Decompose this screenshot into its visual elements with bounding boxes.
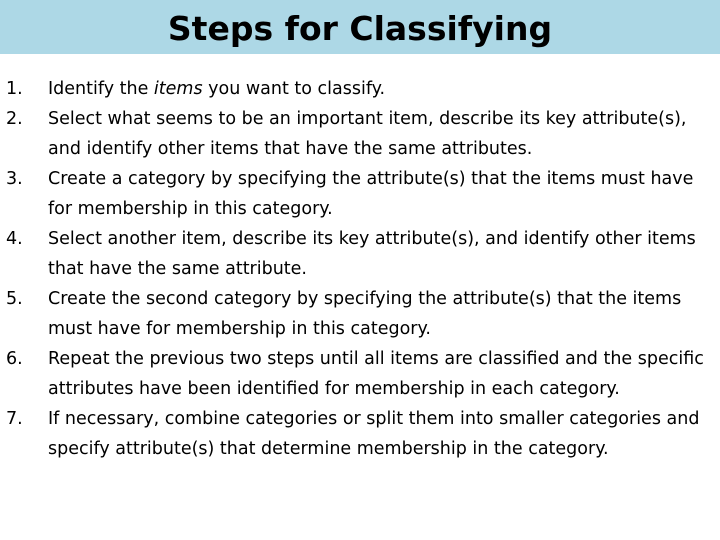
step-text-part: you want to classify. (202, 79, 386, 99)
step-number: 1. (6, 79, 23, 99)
step-item-5 (0, 284, 720, 344)
title-bar (0, 0, 720, 54)
step-number: 2. (6, 109, 23, 129)
step-item-1 (0, 74, 720, 104)
step-item-2 (0, 104, 720, 164)
step-text-part: Identify the (48, 79, 154, 99)
step-number: 7. (6, 409, 23, 429)
steps-list (0, 74, 720, 464)
step-number: 3. (6, 169, 23, 189)
step-text: Select what seems to be an important item, describe its key attribute(s), and identify other items that have the same attributes. (48, 109, 687, 159)
step-text: Select another item, describe its key attribute(s), and identify other items that have the same attribute. (48, 229, 696, 279)
step-item-3 (0, 164, 720, 224)
step-number: 5. (6, 289, 23, 309)
step-item-7 (0, 404, 720, 464)
step-text: Create a category by specifying the attribute(s) that the items must have for membership in this category. (48, 169, 694, 219)
step-number: 6. (6, 349, 23, 369)
step-text (48, 79, 385, 99)
step-item-4 (0, 224, 720, 284)
slide-title: Steps for Classifying (167, 8, 553, 48)
step-text: Repeat the previous two steps until all items are classified and the specific attributes have been identified for membership in each category. (48, 349, 704, 399)
step-number: 4. (6, 229, 23, 249)
step-text: Create the second category by specifying the attribute(s) that the items must have for membership in this category. (48, 289, 682, 339)
step-text: If necessary, combine categories or split them into smaller categories and specify attribute(s) that determine membership in the category. (48, 409, 700, 459)
step-text-emphasis: items (153, 79, 203, 99)
step-item-6 (0, 344, 720, 404)
